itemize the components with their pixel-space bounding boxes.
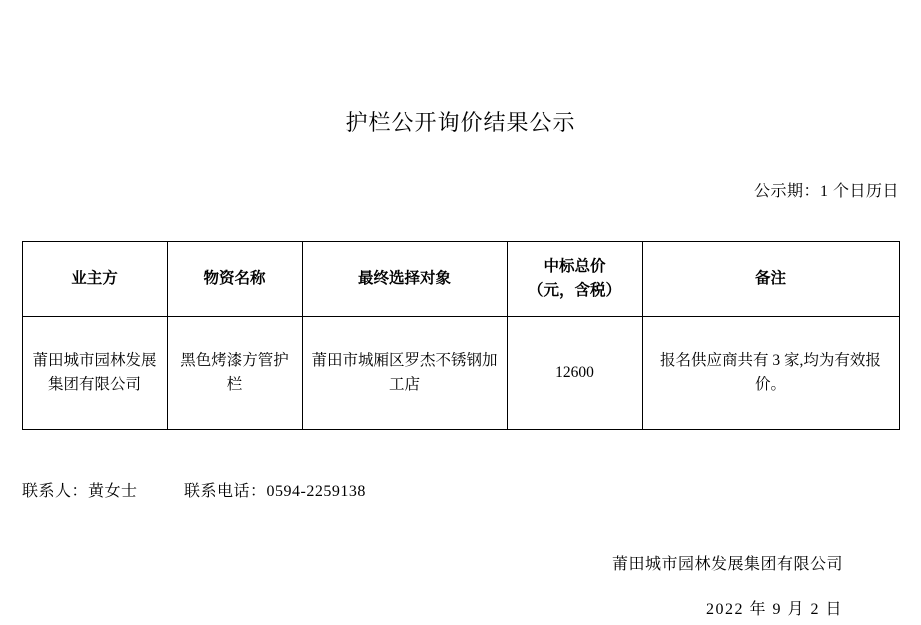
column-header-price	[507, 242, 642, 317]
column-header-price-line2: （元，含税）	[527, 282, 621, 300]
cell-owner: 莆田城市园林发展集团有限公司	[22, 317, 167, 430]
signer: 莆田城市园林发展集团有限公司	[611, 556, 843, 574]
column-header-chosen: 最终选择对象	[302, 242, 507, 317]
column-header-remark: 备注	[642, 242, 899, 317]
column-header-owner: 业主方	[22, 242, 167, 317]
cell-remark: 报名供应商共有 3 家,均为有效报价。	[642, 317, 899, 430]
contact-phone: 联系电话：0594-2259138	[184, 483, 366, 501]
page-title: 护栏公开询价结果公示	[345, 110, 576, 135]
column-header-item: 物资名称	[167, 242, 302, 317]
cell-price: 12600	[507, 317, 642, 430]
column-header-price-line1: 中标总价	[543, 258, 606, 276]
notice-period: 公示期：1 个日历日	[753, 183, 899, 201]
table-row	[22, 317, 899, 430]
document-date: 2022 年 9 月 2 日	[705, 601, 843, 619]
cell-chosen: 莆田市城厢区罗杰不锈钢加工店	[302, 317, 507, 430]
contact-person: 联系人：黄女士	[22, 483, 138, 501]
cell-item: 黑色烤漆方管护栏	[167, 317, 302, 430]
contact-line	[0, 430, 921, 501]
table-header-row	[22, 242, 899, 317]
result-table	[22, 241, 900, 430]
